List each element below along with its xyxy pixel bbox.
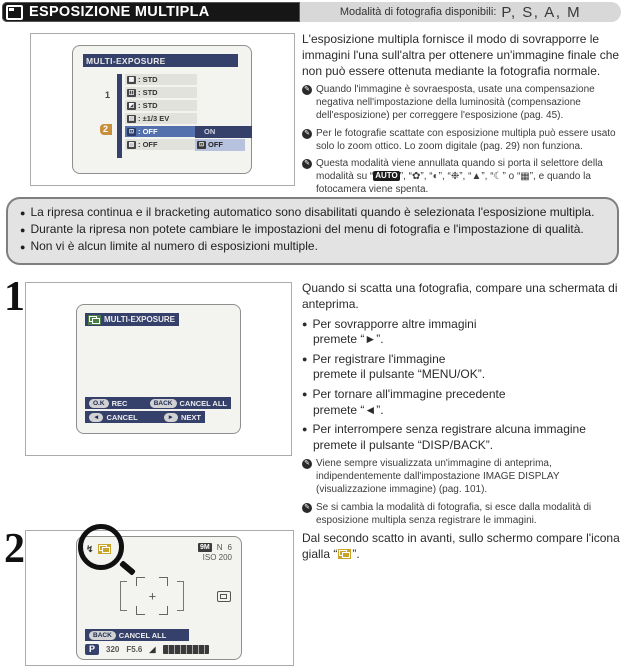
note-item <box>302 158 620 196</box>
instruction-text: premete il pulsante “MENU/OK”. <box>313 367 486 382</box>
notice-item <box>20 205 605 221</box>
note-item <box>302 502 622 528</box>
resolution-badge: 9M <box>200 544 210 551</box>
cancel-all-label: CANCEL ALL <box>118 630 167 640</box>
menu-item-value: : STD <box>138 75 158 84</box>
instruction-text: Per registrare l'immagine <box>312 351 446 366</box>
menu-item <box>125 87 197 98</box>
note-item <box>302 84 620 122</box>
iso-value: ISO 200 <box>202 553 232 562</box>
bullet-icon: ● <box>20 225 26 235</box>
note-text: Questa modalità viene annullata quando si porta il selettore della modalità su “ AUTO ”, “✿”, “◐”, “❉”, “▲”, “☾” o “▦”, e quando la fotocamera viene spenta. <box>316 158 603 196</box>
notice-text: Non vi è alcun limite al numero di esposizioni multiple. <box>30 239 318 253</box>
page-title: ESPOSIZIONE MULTIPLA <box>29 4 210 20</box>
notice-item <box>20 239 605 255</box>
menu-item-icon: ▦ <box>128 76 135 83</box>
instruction-item <box>302 387 622 403</box>
shooting-info <box>198 543 232 562</box>
mode-badge: P <box>85 644 99 655</box>
bullet-icon: ● <box>302 353 308 364</box>
softkey-bar <box>85 629 189 641</box>
menu-item-icon: ▤ <box>128 115 135 122</box>
note-icon: ✎ <box>302 85 312 95</box>
aperture-value: F5.6 <box>126 644 143 654</box>
page-header <box>2 2 621 22</box>
menu-item <box>125 100 197 111</box>
step2-paragraph: Dal secondo scatto in avanti, sullo schermo compare l'icona gialla “ ”. <box>302 531 620 561</box>
cancel-all-label: CANCEL ALL <box>179 398 227 408</box>
flash-icon: ↯ <box>86 544 94 554</box>
exposure-meter <box>163 645 209 654</box>
menu-tab-2: 2 <box>100 124 112 135</box>
intro-text-column <box>302 32 620 197</box>
quality-value: N <box>216 543 223 552</box>
screen-title-bar <box>85 313 179 326</box>
menu-item-icon: ◫ <box>128 89 135 96</box>
cancel-label: CANCEL <box>106 412 138 422</box>
next-label: NEXT <box>180 412 201 422</box>
step-number: 2 <box>4 526 25 572</box>
menu-screenshot-frame <box>30 33 295 186</box>
bullet-icon: ● <box>20 242 26 252</box>
menu-item-value: : ±1/3 EV <box>138 114 170 123</box>
bracket-left-icon <box>120 581 127 611</box>
softkey-bar <box>85 411 205 423</box>
menu-item-icon: ▧ <box>128 141 135 148</box>
step2-screenshot-frame <box>25 530 294 666</box>
crosshair-icon: + <box>148 588 157 604</box>
note-icon: ✎ <box>302 503 312 513</box>
note-text: Se si cambia la modalità di fotografia, si esce dalla modalità di esposizione multipla senza registrare le immagini. <box>316 501 592 526</box>
focus-frame <box>120 581 184 611</box>
shooting-screen <box>76 536 242 660</box>
step1-notes <box>302 458 622 527</box>
step1-paragraph: Quando si scatta una fotografia, compare una schermata di anteprima. <box>302 281 618 311</box>
submenu-off-label: OFF <box>208 140 223 149</box>
preview-screen <box>76 304 241 434</box>
note-icon: ✎ <box>302 459 312 469</box>
menu-photo-icon <box>6 5 23 20</box>
auto-mode-icon: AUTO <box>375 171 398 181</box>
menu-item-value: : STD <box>138 88 158 97</box>
note-icon: ✎ <box>302 159 312 169</box>
step1-text-column <box>302 281 622 527</box>
instruction-item <box>302 317 622 333</box>
rec-label: REC <box>111 398 128 408</box>
menu-item-value: : STD <box>138 101 158 110</box>
menu-item-multi-exposure <box>125 126 205 137</box>
continuous-indicator-icon <box>217 591 231 602</box>
instruction-item <box>302 422 622 438</box>
back-button-icon: BACK <box>89 631 116 640</box>
note-text: Viene sempre visualizzata un'immagine di anteprima, indipendentemente dall'impostazione IMAGE DISPLAY (visualizzazione immagine) (pag. 101). <box>316 458 560 495</box>
instruction-text: Per sovrapporre altre immagini <box>312 316 477 331</box>
bullet-icon: ● <box>302 318 308 329</box>
exposure-info-bar <box>85 643 233 655</box>
arrow-right-icon: ► <box>164 413 178 422</box>
instruction-text: Per interrompere senza registrare alcuna immagine <box>312 422 586 437</box>
notice-box <box>6 197 619 265</box>
back-button-icon: BACK <box>150 399 177 408</box>
magnifier-icon <box>78 524 124 570</box>
ok-button-icon: O.K <box>89 399 109 408</box>
bracket-right-icon <box>177 581 184 611</box>
multi-exposure-yellow-icon <box>338 549 351 559</box>
menu-item <box>125 74 197 85</box>
instruction-text: premete “◄”. <box>313 402 384 417</box>
softkey-bar <box>85 397 231 409</box>
bullet-icon: ● <box>302 424 308 435</box>
notice-text: Durante la ripresa non potete cambiare le impostazioni del menu di fotografia e l'impostazione di qualità. <box>30 222 584 236</box>
step1-screenshot-frame <box>25 282 292 456</box>
note-text: Per le fotografie scattate con esposizione multipla può essere usato solo lo zoom ottico. Lo zoom digitale (pag. 29) non funziona. <box>316 127 616 152</box>
note-icon: ✎ <box>302 129 312 139</box>
intro-paragraph: L'esposizione multipla fornisce il modo di sovrapporre le immagini l'una sull'altra per ottenere un'immagine finale che non può essere ottenuta mediante la fotografia normale. <box>302 32 620 78</box>
arrow-left-icon: ◄ <box>89 413 103 422</box>
submenu-option-on: ON <box>195 126 252 138</box>
instruction-text: premete il pulsante “DISP/BACK”. <box>313 437 494 452</box>
instruction-item <box>302 352 622 368</box>
modes-value: P, S, A, M <box>501 3 582 21</box>
note-item <box>302 128 620 154</box>
camera-menu-screen <box>72 45 252 174</box>
menu-item-value: : OFF <box>138 140 158 149</box>
multi-exposure-icon: ⊡ <box>198 142 205 148</box>
notice-text: La ripresa continua e il bracketing automatico sono disabilitati quando è selezionata l'esposizione multipla. <box>30 205 595 219</box>
multi-exposure-icon: ⊡ <box>128 128 135 135</box>
magnifier-handle-icon <box>119 560 136 576</box>
note-text: Quando l'immagine è sovraesposta, usate una compensazione negativa nell'impostazione della luminosità (compensazione dell'esposizione) per correggere l'esposizione (pag. 45). <box>316 84 595 122</box>
modes-label: Modalità di fotografia disponibili: <box>339 6 497 18</box>
exposure-compensation-icon: ◢ <box>149 644 156 654</box>
note-item <box>302 458 622 496</box>
menu-item-icon: ◩ <box>128 102 135 109</box>
frames-remaining: 6 <box>227 543 232 552</box>
section-title-bar <box>2 2 300 22</box>
menu-item-value: : OFF <box>138 127 158 136</box>
step-number: 1 <box>4 274 25 320</box>
menu-item <box>125 113 197 124</box>
bullet-icon: ● <box>20 208 26 218</box>
screen-title: MULTI-EXPOSURE <box>104 315 175 324</box>
focus-corners <box>136 577 168 615</box>
menu-tab-1: 1 <box>105 90 111 100</box>
bullet-icon: ● <box>302 389 308 400</box>
instruction-text: Per tornare all'immagine precedente <box>312 387 506 402</box>
multi-exposure-icon <box>88 315 101 325</box>
shutter-value: 320 <box>106 644 120 654</box>
available-modes-bar <box>300 2 621 22</box>
notice-item <box>20 222 605 238</box>
menu-divider <box>117 74 122 158</box>
submenu-option-off <box>195 139 245 151</box>
instruction-text: premete “►”. <box>313 332 384 347</box>
menu-item <box>125 139 197 150</box>
menu-title: MULTI-EXPOSURE <box>83 54 238 67</box>
